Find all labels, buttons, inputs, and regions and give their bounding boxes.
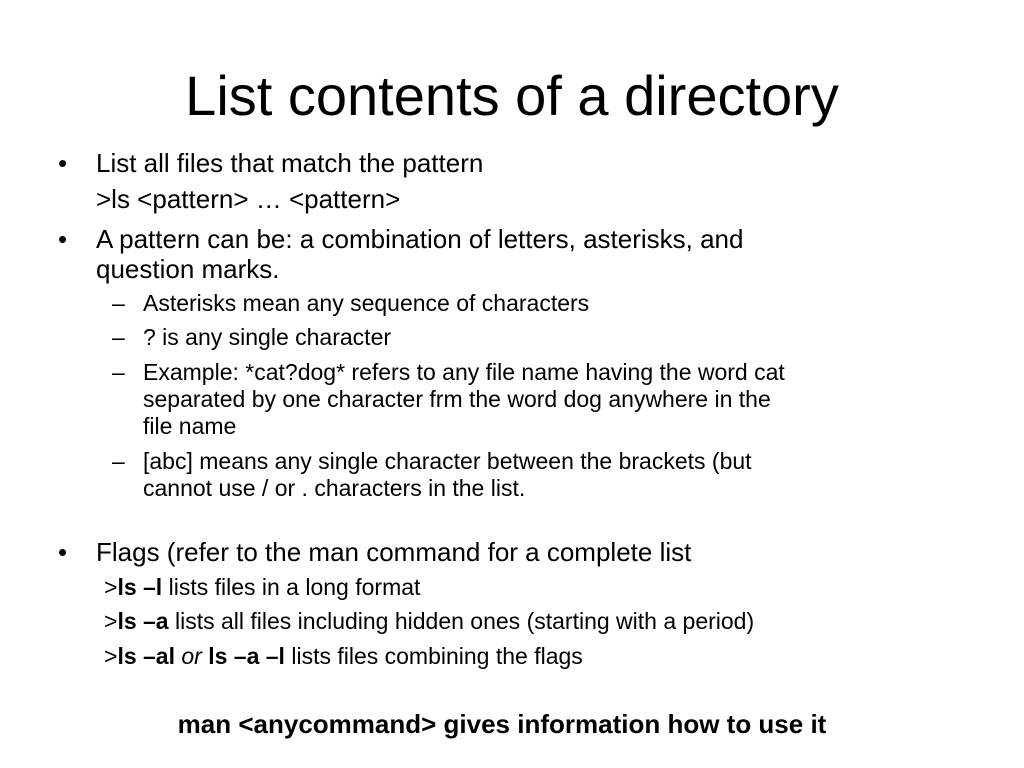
bullet-text-pattern-def-line1: A pattern can be: a combination of letters, asterisks, and [96,224,744,254]
flag-command: ls –a [117,608,169,634]
flag-command: ls –l [117,574,163,600]
sub-bullet-dash: – [112,359,125,385]
sub-bullet-dash: – [112,448,125,474]
flag-line-combined [104,643,583,670]
flag-line-all-files [104,608,754,635]
sub-bullet-brackets-line2: cannot use / or . characters in the list. [143,475,526,501]
flag-command: ls –al [117,643,175,669]
bullet-dot: • [58,148,68,178]
bullet-dot: • [58,224,68,254]
slide-title: List contents of a directory [185,64,839,127]
sub-bullet-question-mark: ? is any single character [143,324,392,350]
sub-bullet-example-line1: Example: *cat?dog* refers to any file name having the word cat [143,359,785,385]
bullet-dot: • [58,537,68,567]
flag-command: ls –a –l [208,643,285,669]
flag-description: lists files in a long format [162,574,421,600]
sub-bullet-asterisks: Asterisks mean any sequence of characters [143,290,590,316]
sub-bullet-dash: – [112,324,125,350]
flag-line-long-format [104,574,420,601]
or-word: or [181,643,202,669]
ls-pattern-command: >ls <pattern> … <pattern> [96,184,401,214]
prompt-symbol: > [104,608,118,634]
sub-bullet-dash: – [112,290,125,316]
bullet-text-match-pattern: List all files that match the pattern [96,148,484,178]
prompt-symbol: > [104,574,118,600]
prompt-symbol: > [104,643,118,669]
sub-bullet-example-line2: separated by one character frm the word dog anywhere in the [143,386,771,412]
flag-description: lists all files including hidden ones (starting with a period) [168,608,755,634]
bullet-text-flags: Flags (refer to the man command for a complete list [96,537,692,567]
flag-description: lists files combining the flags [284,643,583,669]
sub-bullet-example-line3: file name [143,413,237,439]
sub-bullet-brackets-line1: [abc] means any single character between the brackets (but [143,448,752,474]
man-command-note: man <anycommand> gives information how to use it [177,709,827,739]
bullet-text-pattern-def-line2: question marks. [96,254,280,284]
